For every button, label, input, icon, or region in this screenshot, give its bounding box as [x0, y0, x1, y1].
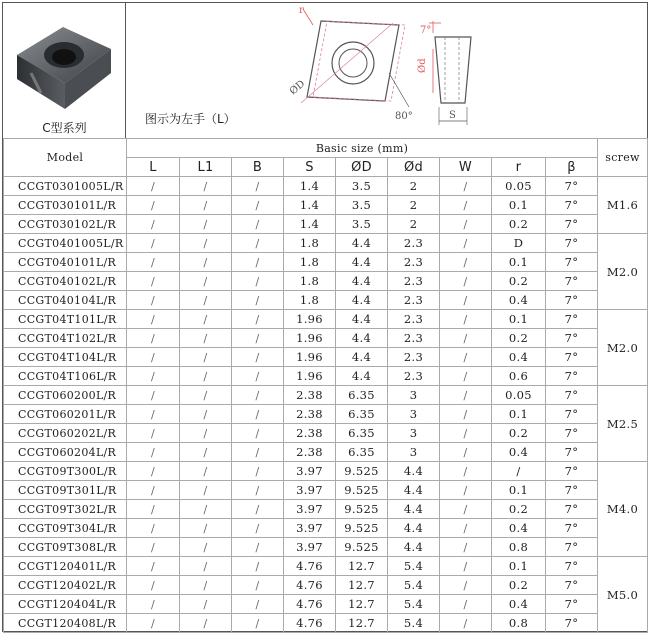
- cell-w: /: [440, 310, 492, 329]
- cell-d: 3: [388, 386, 440, 405]
- model-cell: CCGT060201L/R: [4, 405, 127, 424]
- model-cell: CCGT030102L/R: [4, 215, 127, 234]
- cell-s: 1.8: [284, 234, 336, 253]
- cell-s: 1.96: [284, 348, 336, 367]
- table-row: [4, 329, 648, 348]
- cell-w: /: [440, 196, 492, 215]
- dim-d-label: ØD: [287, 78, 308, 98]
- cell-l: /: [127, 538, 180, 557]
- cell-beta: 7°: [546, 538, 598, 557]
- cell-b: /: [232, 291, 284, 310]
- cell-l: /: [127, 557, 180, 576]
- model-cell: CCGT09T302L/R: [4, 500, 127, 519]
- cell-b: /: [232, 481, 284, 500]
- cell-d: 2.3: [388, 310, 440, 329]
- cell-d: 6.35: [336, 443, 388, 462]
- cell-l: /: [127, 348, 180, 367]
- screw-header: screw: [598, 139, 648, 177]
- cell-l1: /: [180, 367, 232, 386]
- cell-r: 0.4: [492, 348, 546, 367]
- cell-l1: /: [180, 405, 232, 424]
- cell-d: 5.4: [388, 614, 440, 633]
- model-cell: CCGT04T102L/R: [4, 329, 127, 348]
- cell-d: 6.35: [336, 424, 388, 443]
- cell-s: 3.97: [284, 519, 336, 538]
- cell-s: 2.38: [284, 443, 336, 462]
- model-cell: CCGT120401L/R: [4, 557, 127, 576]
- cell-w: /: [440, 386, 492, 405]
- cell-s: 4.76: [284, 595, 336, 614]
- cell-w: /: [440, 253, 492, 272]
- cell-r: 0.1: [492, 253, 546, 272]
- cell-beta: 7°: [546, 519, 598, 538]
- cell-l: /: [127, 424, 180, 443]
- cell-s: 1.96: [284, 329, 336, 348]
- table-row: [4, 500, 648, 519]
- cell-l1: /: [180, 177, 232, 196]
- cell-s: 1.8: [284, 291, 336, 310]
- table-row: [4, 519, 648, 538]
- table-row: [4, 614, 648, 633]
- cell-d: 2.3: [388, 291, 440, 310]
- cell-l1: /: [180, 234, 232, 253]
- table-row: [4, 557, 648, 576]
- cell-w: /: [440, 500, 492, 519]
- model-cell: CCGT04T104L/R: [4, 348, 127, 367]
- table-row: [4, 348, 648, 367]
- screw-cell: M1.6: [598, 177, 648, 234]
- col-header-s: S: [284, 158, 336, 177]
- cell-l1: /: [180, 443, 232, 462]
- cell-d: 5.4: [388, 595, 440, 614]
- cell-d: 4.4: [336, 367, 388, 386]
- cell-d: 3.5: [336, 215, 388, 234]
- cell-s: 1.4: [284, 196, 336, 215]
- cell-l1: /: [180, 557, 232, 576]
- dim-w-label: 7°: [420, 25, 432, 36]
- cell-l: /: [127, 462, 180, 481]
- cell-beta: 7°: [546, 234, 598, 253]
- table-row: [4, 386, 648, 405]
- cell-w: /: [440, 595, 492, 614]
- cell-d: 2.3: [388, 234, 440, 253]
- model-cell: CCGT040104L/R: [4, 291, 127, 310]
- cell-l1: /: [180, 576, 232, 595]
- cell-r: 0.1: [492, 196, 546, 215]
- cell-l: /: [127, 614, 180, 633]
- cell-l1: /: [180, 424, 232, 443]
- cell-l1: /: [180, 196, 232, 215]
- cell-beta: 7°: [546, 329, 598, 348]
- cell-d: 2.3: [388, 329, 440, 348]
- model-cell: CCGT060204L/R: [4, 443, 127, 462]
- model-cell: CCGT120408L/R: [4, 614, 127, 633]
- cell-w: /: [440, 538, 492, 557]
- table-row: [4, 272, 648, 291]
- cell-r: 0.2: [492, 424, 546, 443]
- cell-r: 0.1: [492, 310, 546, 329]
- cell-d: 2.3: [388, 348, 440, 367]
- table-row: [4, 595, 648, 614]
- cell-w: /: [440, 291, 492, 310]
- model-cell: CCGT030101L/R: [4, 196, 127, 215]
- screw-cell: M5.0: [598, 557, 648, 633]
- cell-l1: /: [180, 519, 232, 538]
- cell-b: /: [232, 500, 284, 519]
- table-row: [4, 481, 648, 500]
- cell-w: /: [440, 557, 492, 576]
- cell-d: 4.4: [336, 234, 388, 253]
- dim-od-label: Ød: [417, 58, 428, 73]
- cell-d: 5.4: [388, 576, 440, 595]
- cell-l1: /: [180, 272, 232, 291]
- cell-l: /: [127, 291, 180, 310]
- cell-s: 3.97: [284, 481, 336, 500]
- cell-l: /: [127, 576, 180, 595]
- cell-l: /: [127, 500, 180, 519]
- cell-w: /: [440, 462, 492, 481]
- cell-l1: /: [180, 253, 232, 272]
- cell-d: 9.525: [336, 481, 388, 500]
- cell-b: /: [232, 253, 284, 272]
- cell-b: /: [232, 424, 284, 443]
- col-header-l1: L1: [180, 158, 232, 177]
- cell-l: /: [127, 234, 180, 253]
- cell-d: 4.4: [388, 500, 440, 519]
- cell-b: /: [232, 519, 284, 538]
- cell-d: 9.525: [336, 462, 388, 481]
- table-row: [4, 424, 648, 443]
- model-header: Model: [4, 139, 127, 177]
- cell-d: 6.35: [336, 386, 388, 405]
- cell-d: 2: [388, 177, 440, 196]
- cell-r: D: [492, 234, 546, 253]
- model-cell: CCGT09T300L/R: [4, 462, 127, 481]
- table-row: [4, 538, 648, 557]
- cell-l: /: [127, 595, 180, 614]
- cell-beta: 7°: [546, 481, 598, 500]
- cell-b: /: [232, 234, 284, 253]
- model-cell: CCGT09T304L/R: [4, 519, 127, 538]
- cell-w: /: [440, 234, 492, 253]
- cell-r: 0.4: [492, 443, 546, 462]
- table-row: [4, 367, 648, 386]
- model-cell: CCGT04T101L/R: [4, 310, 127, 329]
- cell-w: /: [440, 576, 492, 595]
- cell-s: 3.97: [284, 500, 336, 519]
- cell-beta: 7°: [546, 595, 598, 614]
- cell-s: 2.38: [284, 405, 336, 424]
- cell-w: /: [440, 348, 492, 367]
- cell-beta: 7°: [546, 576, 598, 595]
- screw-cell: M2.0: [598, 310, 648, 386]
- spec-table: [3, 138, 648, 633]
- model-cell: CCGT09T308L/R: [4, 538, 127, 557]
- model-cell: CCGT040101L/R: [4, 253, 127, 272]
- cell-b: /: [232, 405, 284, 424]
- model-cell: CCGT060200L/R: [4, 386, 127, 405]
- insert-photo: [11, 13, 117, 121]
- cell-d: 4.4: [336, 329, 388, 348]
- cell-s: 1.8: [284, 253, 336, 272]
- cell-d: 3: [388, 424, 440, 443]
- cell-s: 3.97: [284, 462, 336, 481]
- dim-angle-label: 80°: [395, 111, 413, 122]
- cell-b: /: [232, 614, 284, 633]
- cell-d: 4.4: [336, 272, 388, 291]
- table-row: [4, 291, 648, 310]
- cell-b: /: [232, 348, 284, 367]
- cell-l1: /: [180, 386, 232, 405]
- cell-d: 5.4: [388, 557, 440, 576]
- cell-beta: 7°: [546, 348, 598, 367]
- col-header-l: L: [127, 158, 180, 177]
- cell-b: /: [232, 462, 284, 481]
- cell-l1: /: [180, 310, 232, 329]
- screw-cell: M2.5: [598, 386, 648, 462]
- cell-beta: 7°: [546, 557, 598, 576]
- cell-r: 0.2: [492, 215, 546, 234]
- cell-w: /: [440, 367, 492, 386]
- cell-d: 3.5: [336, 196, 388, 215]
- table-row: [4, 253, 648, 272]
- cell-w: /: [440, 519, 492, 538]
- cell-l1: /: [180, 329, 232, 348]
- cell-s: 1.8: [284, 272, 336, 291]
- cell-l: /: [127, 519, 180, 538]
- cell-l: /: [127, 196, 180, 215]
- cell-l1: /: [180, 291, 232, 310]
- header-panel: [3, 3, 647, 139]
- table-row: [4, 234, 648, 253]
- cell-r: /: [492, 462, 546, 481]
- col-header-w: W: [440, 158, 492, 177]
- cell-d: 4.4: [388, 481, 440, 500]
- cell-beta: 7°: [546, 500, 598, 519]
- model-cell: CCGT0401005L/R: [4, 234, 127, 253]
- cell-s: 2.38: [284, 424, 336, 443]
- table-row: [4, 310, 648, 329]
- cell-beta: 7°: [546, 177, 598, 196]
- screw-cell: M2.0: [598, 234, 648, 310]
- cell-b: /: [232, 329, 284, 348]
- cell-r: 0.1: [492, 481, 546, 500]
- table-row: [4, 443, 648, 462]
- col-header-beta: β: [546, 158, 598, 177]
- model-cell: CCGT120404L/R: [4, 595, 127, 614]
- cell-r: 0.2: [492, 500, 546, 519]
- cell-s: 1.96: [284, 367, 336, 386]
- cell-l1: /: [180, 462, 232, 481]
- cell-b: /: [232, 538, 284, 557]
- cell-d: 4.4: [336, 291, 388, 310]
- cell-r: 0.4: [492, 519, 546, 538]
- table-row: [4, 576, 648, 595]
- product-photo-cell: [3, 3, 126, 138]
- cell-beta: 7°: [546, 253, 598, 272]
- cell-d: 3.5: [336, 177, 388, 196]
- cell-r: 0.1: [492, 405, 546, 424]
- cell-d: 12.7: [336, 576, 388, 595]
- cell-l: /: [127, 481, 180, 500]
- cell-l: /: [127, 310, 180, 329]
- cell-w: /: [440, 405, 492, 424]
- cell-beta: 7°: [546, 196, 598, 215]
- cell-l: /: [127, 215, 180, 234]
- cell-d: 3: [388, 405, 440, 424]
- spec-sheet: [2, 2, 648, 632]
- col-header-b: B: [232, 158, 284, 177]
- table-row: [4, 215, 648, 234]
- cell-s: 4.76: [284, 557, 336, 576]
- cell-s: 4.76: [284, 614, 336, 633]
- table-row: [4, 177, 648, 196]
- cell-r: 0.05: [492, 177, 546, 196]
- dim-r-label: r: [299, 5, 304, 16]
- cell-w: /: [440, 481, 492, 500]
- cell-b: /: [232, 557, 284, 576]
- cell-r: 0.4: [492, 595, 546, 614]
- table-row: [4, 462, 648, 481]
- cell-l1: /: [180, 614, 232, 633]
- cell-b: /: [232, 576, 284, 595]
- cell-beta: 7°: [546, 291, 598, 310]
- cell-beta: 7°: [546, 215, 598, 234]
- cell-d: 4.4: [388, 462, 440, 481]
- cell-d: 9.525: [336, 538, 388, 557]
- cell-w: /: [440, 329, 492, 348]
- cell-b: /: [232, 215, 284, 234]
- cell-d: 4.4: [336, 348, 388, 367]
- model-cell: CCGT040102L/R: [4, 272, 127, 291]
- cell-s: 2.38: [284, 386, 336, 405]
- cell-r: 0.8: [492, 614, 546, 633]
- cell-l: /: [127, 367, 180, 386]
- cell-d: 4.4: [388, 519, 440, 538]
- cell-d: 6.35: [336, 405, 388, 424]
- col-header-od: ØD: [336, 158, 388, 177]
- cell-l: /: [127, 177, 180, 196]
- cell-s: 1.4: [284, 177, 336, 196]
- model-cell: CCGT04T106L/R: [4, 367, 127, 386]
- cell-s: 1.4: [284, 215, 336, 234]
- cell-b: /: [232, 367, 284, 386]
- table-row: [4, 196, 648, 215]
- cell-l: /: [127, 272, 180, 291]
- cell-w: /: [440, 215, 492, 234]
- col-header-r: r: [492, 158, 546, 177]
- spec-table-body: [4, 177, 648, 633]
- cell-r: 0.4: [492, 291, 546, 310]
- cell-beta: 7°: [546, 405, 598, 424]
- technical-drawing: [287, 3, 493, 133]
- cell-beta: 7°: [546, 367, 598, 386]
- cell-d: 2: [388, 196, 440, 215]
- cell-d: 4.4: [388, 538, 440, 557]
- cell-r: 0.6: [492, 367, 546, 386]
- model-cell: CCGT060202L/R: [4, 424, 127, 443]
- cell-d: 4.4: [336, 310, 388, 329]
- cell-r: 0.2: [492, 272, 546, 291]
- cell-d: 2.3: [388, 367, 440, 386]
- cell-d: 2.3: [388, 253, 440, 272]
- cell-b: /: [232, 386, 284, 405]
- model-cell: CCGT09T301L/R: [4, 481, 127, 500]
- series-label: C型系列: [42, 121, 87, 135]
- cell-l1: /: [180, 595, 232, 614]
- cell-b: /: [232, 272, 284, 291]
- cell-s: 4.76: [284, 576, 336, 595]
- cell-r: 0.05: [492, 386, 546, 405]
- cell-w: /: [440, 424, 492, 443]
- cell-b: /: [232, 196, 284, 215]
- model-cell: CCGT0301005L/R: [4, 177, 127, 196]
- col-header-d: Ød: [388, 158, 440, 177]
- cell-d: 3: [388, 443, 440, 462]
- cell-l1: /: [180, 538, 232, 557]
- cell-d: 9.525: [336, 519, 388, 538]
- cell-d: 12.7: [336, 614, 388, 633]
- cell-r: 0.2: [492, 576, 546, 595]
- cell-w: /: [440, 272, 492, 291]
- cell-d: 4.4: [336, 253, 388, 272]
- cell-d: 12.7: [336, 595, 388, 614]
- model-cell: CCGT120402L/R: [4, 576, 127, 595]
- cell-w: /: [440, 614, 492, 633]
- cell-w: /: [440, 177, 492, 196]
- cell-l1: /: [180, 500, 232, 519]
- cell-r: 0.8: [492, 538, 546, 557]
- table-row: [4, 405, 648, 424]
- cell-b: /: [232, 177, 284, 196]
- cell-l1: /: [180, 348, 232, 367]
- cell-beta: 7°: [546, 614, 598, 633]
- cell-beta: 7°: [546, 443, 598, 462]
- basic-size-header: Basic size (mm): [127, 139, 598, 158]
- cell-d: 12.7: [336, 557, 388, 576]
- cell-beta: 7°: [546, 272, 598, 291]
- cell-d: 2.3: [388, 272, 440, 291]
- cell-l1: /: [180, 215, 232, 234]
- cell-beta: 7°: [546, 462, 598, 481]
- cell-d: 9.525: [336, 500, 388, 519]
- cell-r: 0.1: [492, 557, 546, 576]
- cell-d: 2: [388, 215, 440, 234]
- cell-beta: 7°: [546, 424, 598, 443]
- screw-cell: M4.0: [598, 462, 648, 557]
- cell-beta: 7°: [546, 386, 598, 405]
- cell-l: /: [127, 405, 180, 424]
- cell-l1: /: [180, 481, 232, 500]
- cell-l: /: [127, 329, 180, 348]
- cell-s: 1.96: [284, 310, 336, 329]
- cell-b: /: [232, 443, 284, 462]
- cell-r: 0.2: [492, 329, 546, 348]
- cell-w: /: [440, 443, 492, 462]
- cell-l: /: [127, 386, 180, 405]
- cell-s: 3.97: [284, 538, 336, 557]
- dim-s-label: S: [449, 110, 456, 121]
- diagram-caption: 图示为左手（L）: [145, 112, 236, 126]
- cell-l: /: [127, 443, 180, 462]
- cell-beta: 7°: [546, 310, 598, 329]
- cell-b: /: [232, 310, 284, 329]
- cell-b: /: [232, 595, 284, 614]
- cell-l: /: [127, 253, 180, 272]
